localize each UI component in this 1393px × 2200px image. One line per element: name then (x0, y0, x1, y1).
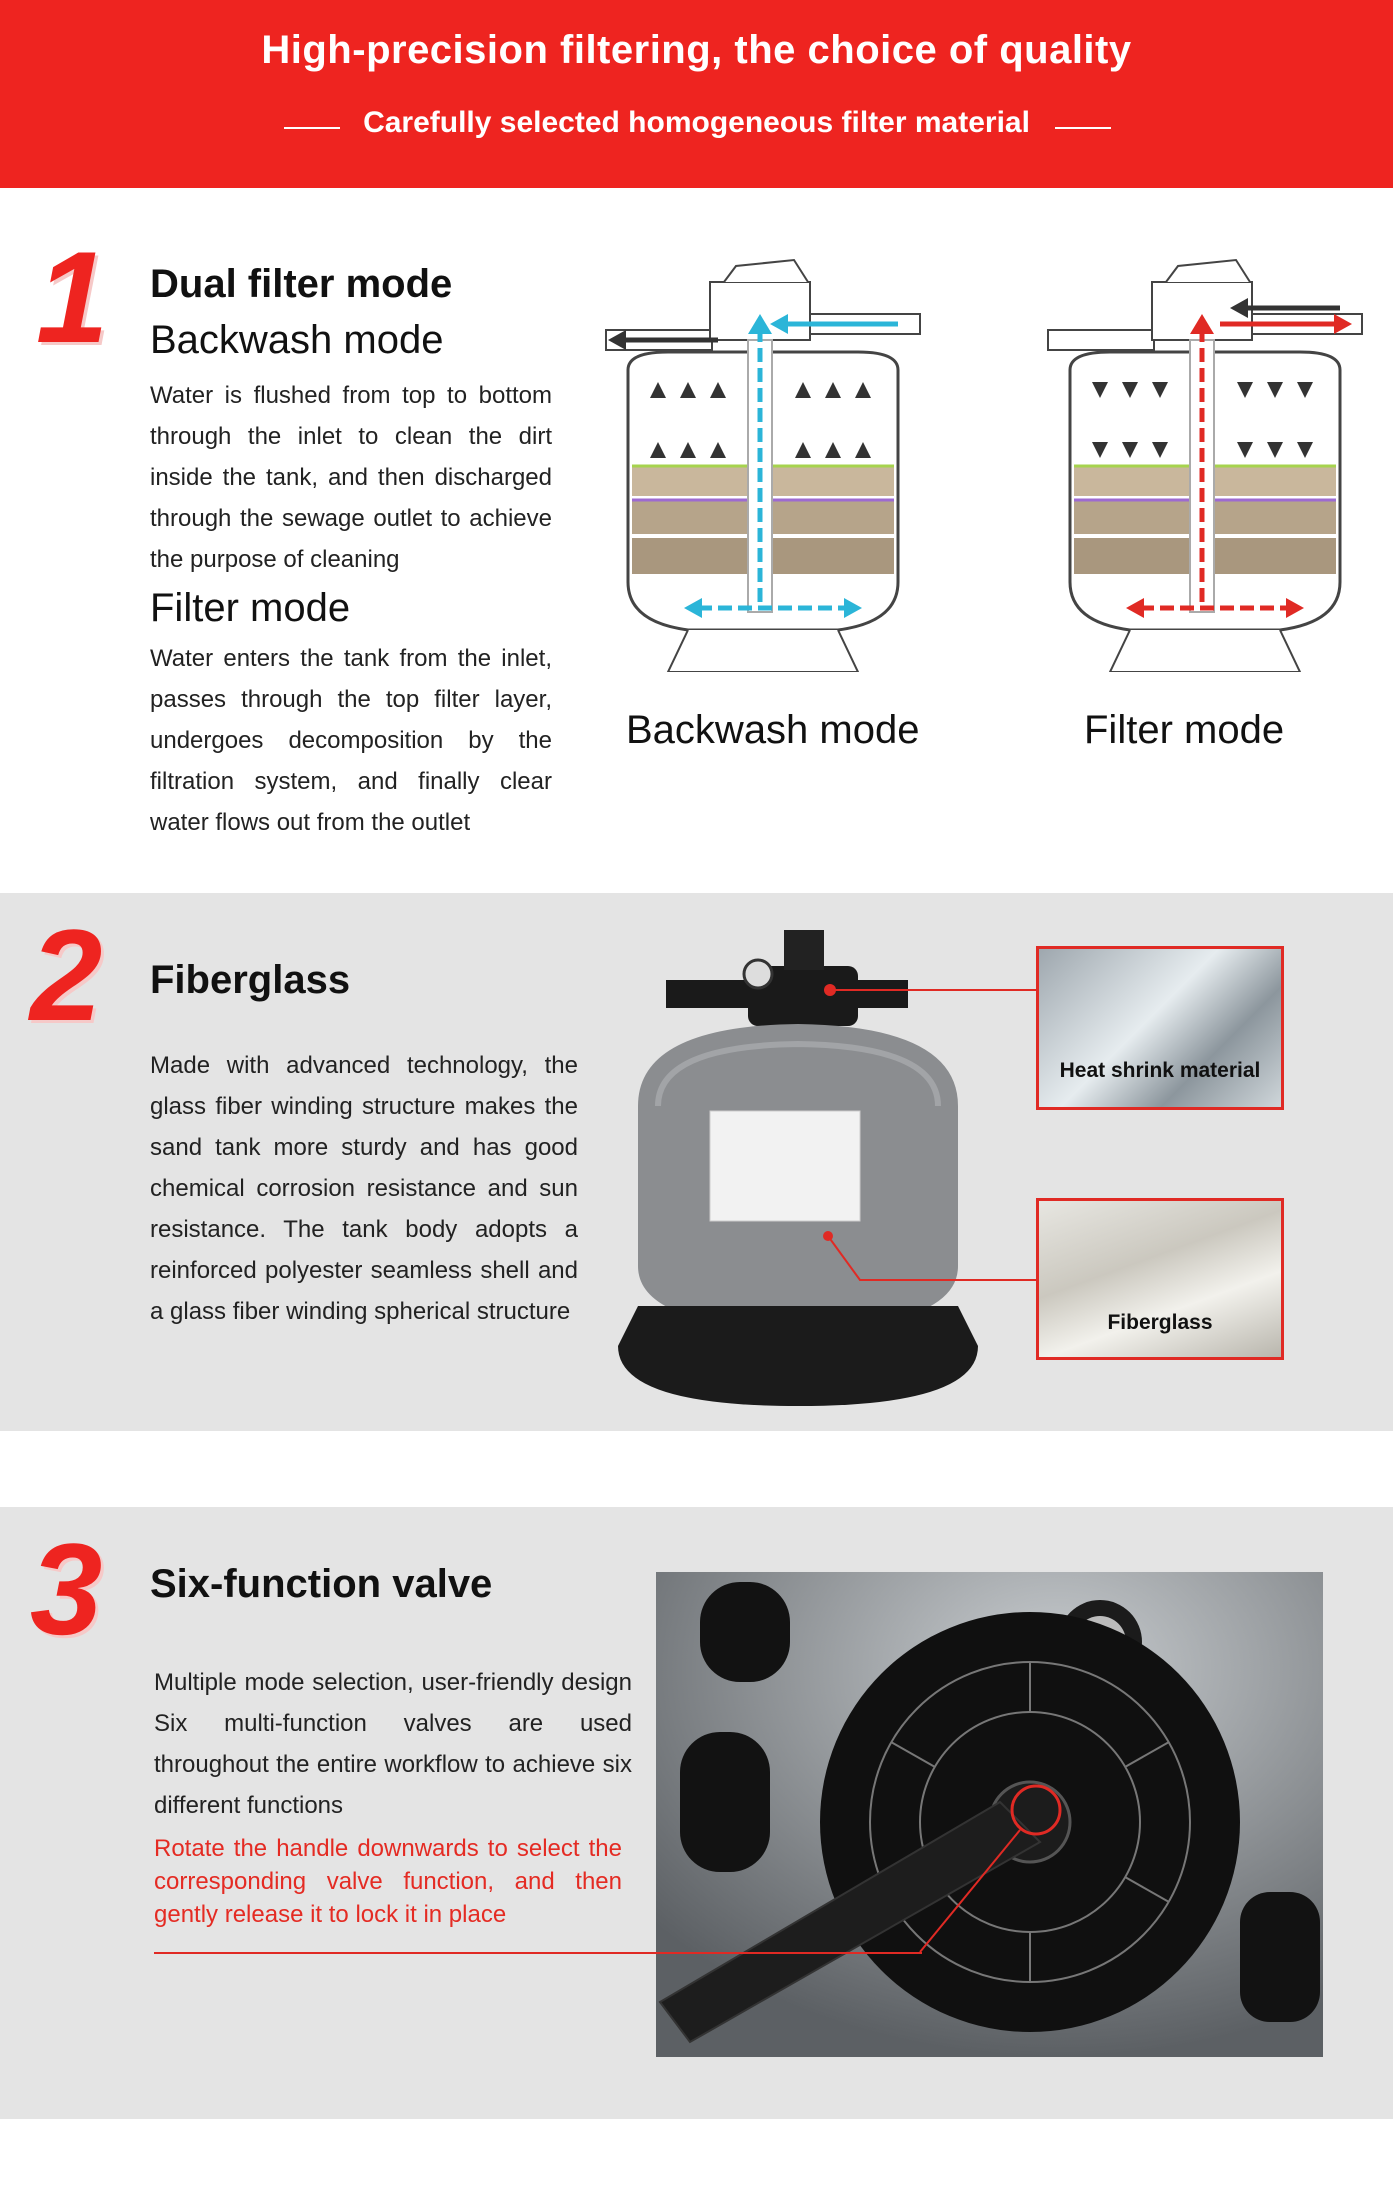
section1-title: Dual filter mode (150, 262, 453, 306)
valve-callout-line (154, 1952, 922, 1954)
banner-line-right (1055, 127, 1111, 129)
heat-shrink-label: Heat shrink material (1059, 1059, 1261, 1082)
six-function-valve-image (600, 1572, 1325, 2057)
filter-text: Water enters the tank from the inlet, passes through the top filter layer, undergoes decomposition by the filtration system, and finally clear water flows out from the outlet (150, 645, 552, 836)
section3-title: Six-function valve (150, 1562, 493, 1606)
fiberglass-text: Made with advanced technology, the glass fiber winding structure makes the sand tank more sturdy and has good chemical corrosion resistance and sun resistance. The tank body adopts a reinforced polyester seamless shell and a glass fiber winding spherical structure (150, 1052, 578, 1325)
valve-text: Multiple mode selection, user-friendly design Six multi-function valves are used throughout the entire workflow to achieve six different functions (154, 1669, 632, 1819)
filter-diagram (1040, 252, 1370, 672)
top-banner (0, 0, 1393, 188)
filter-heading: Filter mode (150, 586, 351, 630)
backwash-caption: Backwash mode (626, 708, 920, 752)
backwash-heading: Backwash mode (150, 318, 444, 362)
filter-caption: Filter mode (1084, 708, 1285, 752)
section-number-1: 1 (36, 224, 109, 370)
banner-subtitle: Carefully selected homogeneous filter material (363, 106, 1030, 139)
fiberglass-thumbnail (1036, 1198, 1284, 1360)
section2-title: Fiberglass (150, 958, 351, 1002)
heat-shrink-material-thumbnail (1036, 946, 1284, 1110)
section-number-3: 3 (30, 1516, 103, 1662)
banner-title: High-precision filtering, the choice of quality (261, 28, 1132, 72)
valve-instruction-text: Rotate the handle downwards to select the corresponding valve function, and then gently release it to lock it in place (154, 1835, 622, 1928)
backwash-text: Water is flushed from top to bottom through the inlet to clean the dirt inside the tank, and then discharged through the sewage outlet to achieve the purpose of cleaning (150, 382, 552, 573)
fiberglass-label: Fiberglass (1107, 1311, 1213, 1334)
section-number-2: 2 (30, 902, 103, 1048)
backwash-diagram (598, 252, 928, 672)
